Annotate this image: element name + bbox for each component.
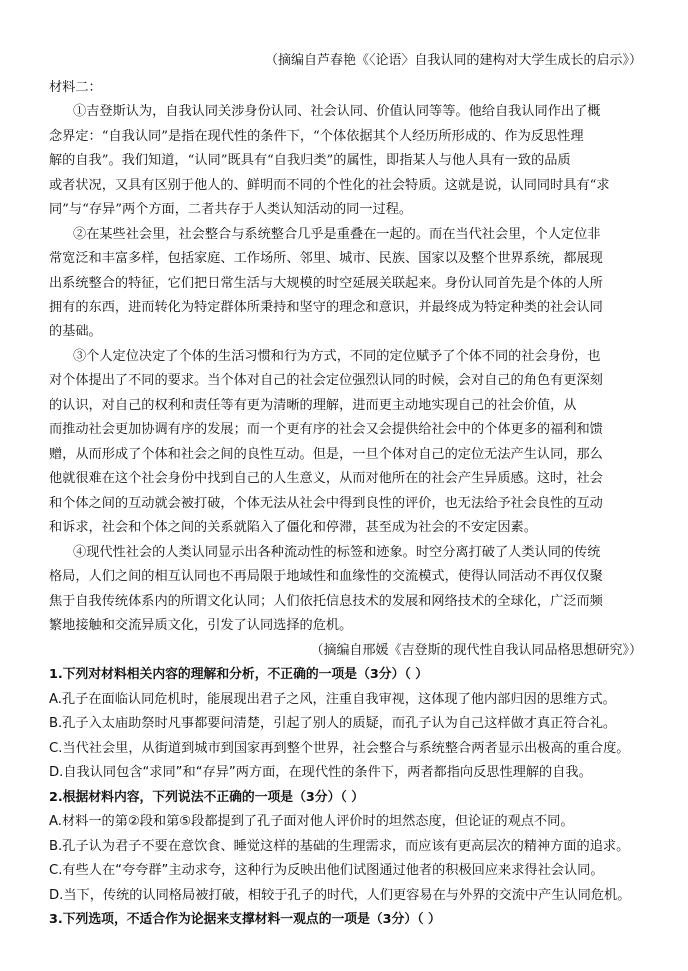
- paragraph-2-line: ②在某些社会里，社会整合与系统整合几乎是重叠在一起的。而在当代社会里，个人定位非: [73, 227, 601, 242]
- paragraph-4-line: 格局，人们之间的相互认同也不再局限于地域性和血缘性的交流模式，使得认同活动不再仅仅聚: [49, 569, 603, 584]
- paragraph-2-line: 拥有的东西，进而转化为特定群体所秉持和坚守的理念和意识，并最终成为特定种类的社会认同: [49, 300, 603, 315]
- paragraph-3-line: 而推动社会更加协调有序的发展；而一个更有序的社会又会提供给社会中的个体更多的福利和馈: [49, 422, 603, 437]
- question-2-title: 2.根据材料内容，下列说法不正确的一项是（3分）（ ）: [49, 790, 365, 805]
- source-citation-2: （摘编自邢媛《吉登斯的现代性自我认同品格思想研究》）: [310, 643, 642, 658]
- question-2-option-a[interactable]: A.材料一的第②段和第⑤段都提到了孔子面对他人评价时的坦然态度，但论证的观点不同。: [49, 814, 574, 829]
- question-1-option-c[interactable]: C.当代社会里，从街道到城市到国家再到整个世界，社会整合与系统整合两者显示出极高的重合度。: [49, 741, 630, 756]
- question-3-title: 3.下列选项，不适合作为论据来支撑材料一观点的一项是（3分）（ ）: [49, 912, 441, 927]
- paragraph-1-line: 同”与“存异”两个方面，二者共存于人类认知活动的同一过程。: [49, 202, 413, 217]
- question-1-option-a[interactable]: A.孔子在面临认同危机时，能展现出君子之风，注重自我审视，这体现了他内部归因的思维方式。: [49, 692, 616, 707]
- source-citation-1: （摘编自芦春艳《〈论语〉自我认同的建构对大学生成长的启示》）: [264, 53, 642, 68]
- paragraph-2-line: 的基础。: [49, 324, 102, 339]
- paragraph-3-line: 他就很难在这个社会身份中找到自己的人生意义，从而对他所在的社会产生异质感。这时，社会: [49, 471, 603, 486]
- question-1-option-d[interactable]: D.自我认同包含“求同”和“存异”两方面，在现代性的条件下，两者都指向反思性理解的自我。: [49, 765, 592, 780]
- question-1-title: 1.下列对材料相关内容的理解和分析，不正确的一项是（3分）（ ）: [49, 667, 429, 682]
- paragraph-3-line: 赠，从而形成了个体和社会之间的良性互动。但是，一旦个体对自己的定位无法产生认同，那么: [49, 447, 603, 462]
- paragraph-4-line: 繁地接触和交流异质文化，引发了认同选择的危机。: [49, 618, 353, 633]
- paragraph-3-line: 对个体提出了不同的要求。当个体对自己的社会定位强烈认同的时候，会对自己的角色有更深刻: [49, 373, 603, 388]
- paragraph-2-line: 常宽泛和丰富多样，包括家庭、工作场所、邻里、城市、民族、国家以及整个世界系统，都展现: [49, 251, 603, 266]
- paragraph-3-line: 的认识，对自己的权利和责任等有更为清晰的理解，进而更主动地实现自己的社会价值，从: [49, 398, 577, 413]
- paragraph-1-line: 或者状况，又具有区别于他人的、鲜明而不同的个性化的社会特质。这就是说，认同同时具有“求: [49, 178, 610, 193]
- paragraph-1-line: 解的自我”。我们知道，“认同”既具有“自我归类”的属性，即指某人与他人具有一致的品质: [49, 153, 571, 168]
- question-2-option-b[interactable]: B.孔子认为君子不要在意饮食、睡觉这样的基础的生理需求，而应该有更高层次的精神方面的追求。: [49, 839, 630, 854]
- paragraph-1-line: 念界定：“自我认同”是指在现代性的条件下，“个体依据其个人经历所形成的、作为反思性理: [49, 129, 584, 144]
- paragraph-3-line: ③个人定位决定了个体的生活习惯和行为方式，不同的定位赋予了个体不同的社会身份，也: [73, 349, 601, 364]
- paragraph-3-line: 和个体之间的互动就会被打破，个体无法从社会中得到良性的评价，也无法给予社会良性的互动: [49, 496, 603, 511]
- paragraph-4-line: 焦于自我传统体系内的所谓文化认同；人们依托信息技术的发展和网络技术的全球化，广泛而频: [49, 594, 603, 609]
- paragraph-4-line: ④现代性社会的人类认同显示出各种流动性的标签和迹象。时空分离打破了人类认同的传统: [73, 545, 601, 560]
- paragraph-3-line: 和诉求，社会和个体之间的关系就陷入了僵化和停滞，甚至成为社会的不安定因素。: [49, 520, 537, 535]
- question-2-option-d[interactable]: D.当下，传统的认同格局被打破，相较于孔子的时代，人们更容易在与外界的交流中产生认同危机。: [49, 888, 631, 903]
- question-2-option-c[interactable]: C.有些人在“夸夸群”主动求夸，这种行为反映出他们试图通过他者的积极回应来求得社会认同。: [49, 863, 604, 878]
- question-1-option-b[interactable]: B.孔子入太庙助祭时凡事都要问清楚，引起了别人的质疑，而孔子认为自己这样做才真正符合礼。: [49, 716, 617, 731]
- material-title: 材料二：: [49, 80, 102, 95]
- paragraph-2-line: 出系统整合的特征，它们把日常生活与大规模的时空延展关联起来。身份认同首先是个体的人所: [49, 276, 603, 291]
- paragraph-1-line: ①吉登斯认为，自我认同关涉身份认同、社会认同、价值认同等等。他给自我认同作出了概: [73, 104, 601, 119]
